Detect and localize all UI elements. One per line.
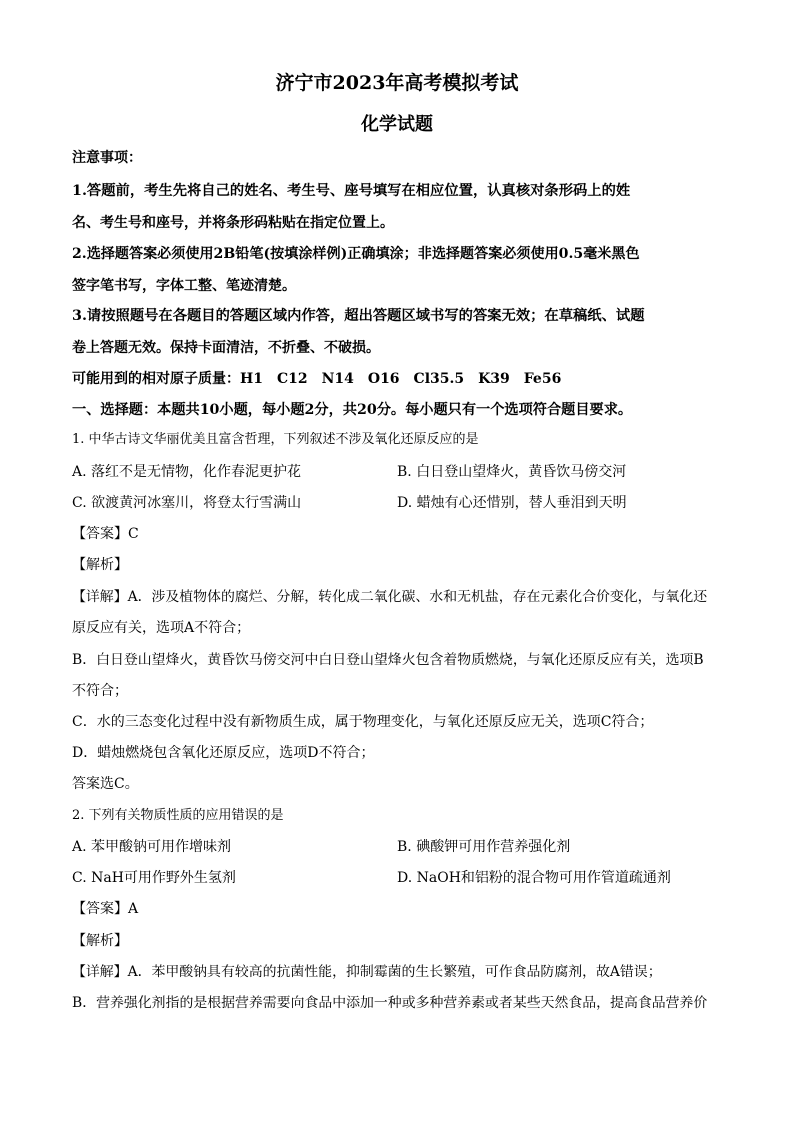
q2-analysis-label: 【解析】: [72, 933, 128, 949]
q2-detail-line-2: B．营养强化剂指的是根据营养需要向食品中添加一种或多种营养素或者某些天然食品，提高食品营养价: [72, 995, 708, 1011]
q2-option-d: D. NaOH和铝粉的混合物可用作管道疏通剂: [397, 870, 671, 886]
notice-item-3-line-1: 3.请按照题号在各题目的答题区域内作答，超出答题区域书写的答案无效；在草稿纸、试题: [72, 308, 645, 324]
q1-conclusion: 答案选C。: [72, 776, 139, 792]
page-subtitle: 化学试题: [361, 114, 433, 135]
q1-analysis-label: 【解析】: [72, 557, 128, 573]
q1-stem: 1. 中华古诗文华丽优美且富含哲理，下列叙述不涉及氧化还原反应的是: [72, 432, 479, 447]
q1-option-c: C. 欲渡黄河冰塞川，将登太行雪满山: [72, 495, 302, 511]
q1-option-d: D. 蜡烛有心还惜别，替人垂泪到天明: [397, 495, 627, 511]
notice-item-2-line-2: 签字笔书写，字体工整、笔迹清楚。: [72, 278, 296, 294]
q2-option-c: C. NaH可用作野外生氢剂: [72, 870, 236, 886]
q1-detail-line-1: 【详解】A．涉及植物体的腐烂、分解，转化成二氧化碳、水和无机盐，存在元素化合价变化，与氧化还: [72, 589, 708, 605]
q1-detail-line-6: D．蜡烛燃烧包含氧化还原反应，选项D不符合；: [72, 745, 375, 761]
page-title: 济宁市2023年高考模拟考试: [275, 72, 519, 94]
q1-detail-line-5: C．水的三态变化过程中没有新物质生成，属于物理变化，与氧化还原反应无关，选项C符合；: [72, 714, 654, 730]
q2-option-b: B. 碘酸钾可用作营养强化剂: [397, 839, 571, 855]
q1-option-b: B. 白日登山望烽火，黄昏饮马傍交河: [397, 464, 627, 480]
q1-answer: 【答案】C: [72, 526, 139, 542]
q2-answer: 【答案】A: [72, 901, 139, 917]
q1-detail-line-2: 原反应有关，选项A不符合；: [72, 620, 251, 636]
q1-detail-line-3: B．白日登山望烽火，黄昏饮马傍交河中白日登山望烽火包含着物质燃烧，与氧化还原反应有关，选项B: [72, 652, 704, 668]
q1-option-a: A. 落红不是无情物，化作春泥更护花: [72, 464, 302, 480]
q2-stem: 2. 下列有关物质性质的应用错误的是: [72, 808, 284, 823]
q1-detail-line-4: 不符合；: [72, 683, 128, 699]
notice-item-1-line-1: 1.答题前，考生先将自己的姓名、考生号、座号填写在相应位置，认真核对条形码上的姓: [72, 183, 631, 199]
notice-item-2-line-1: 2.选择题答案必须使用2B铅笔(按填涂样例)正确填涂；非选择题答案必须使用0.5毫米黑色: [72, 246, 640, 262]
notice-heading: 注意事项：: [72, 150, 142, 166]
atomic-mass-line: 可能用到的相对原子质量：H1 C12 N14 O16 Cl35.5 K39 Fe56: [72, 371, 562, 387]
section-1-heading: 一、选择题：本题共10小题，每小题2分，共20分。每小题只有一个选项符合题目要求。: [72, 402, 633, 418]
q2-detail-line-1: 【详解】A．苯甲酸钠具有较高的抗菌性能，抑制霉菌的生长繁殖，可作食品防腐剂，故A错误；: [72, 964, 662, 980]
q2-option-a: A. 苯甲酸钠可用作增味剂: [72, 839, 232, 855]
notice-item-1-line-2: 名、考生号和座号，并将条形码粘贴在指定位置上。: [72, 215, 394, 231]
notice-item-3-line-2: 卷上答题无效。保持卡面清洁，不折叠、不破损。: [72, 340, 380, 356]
